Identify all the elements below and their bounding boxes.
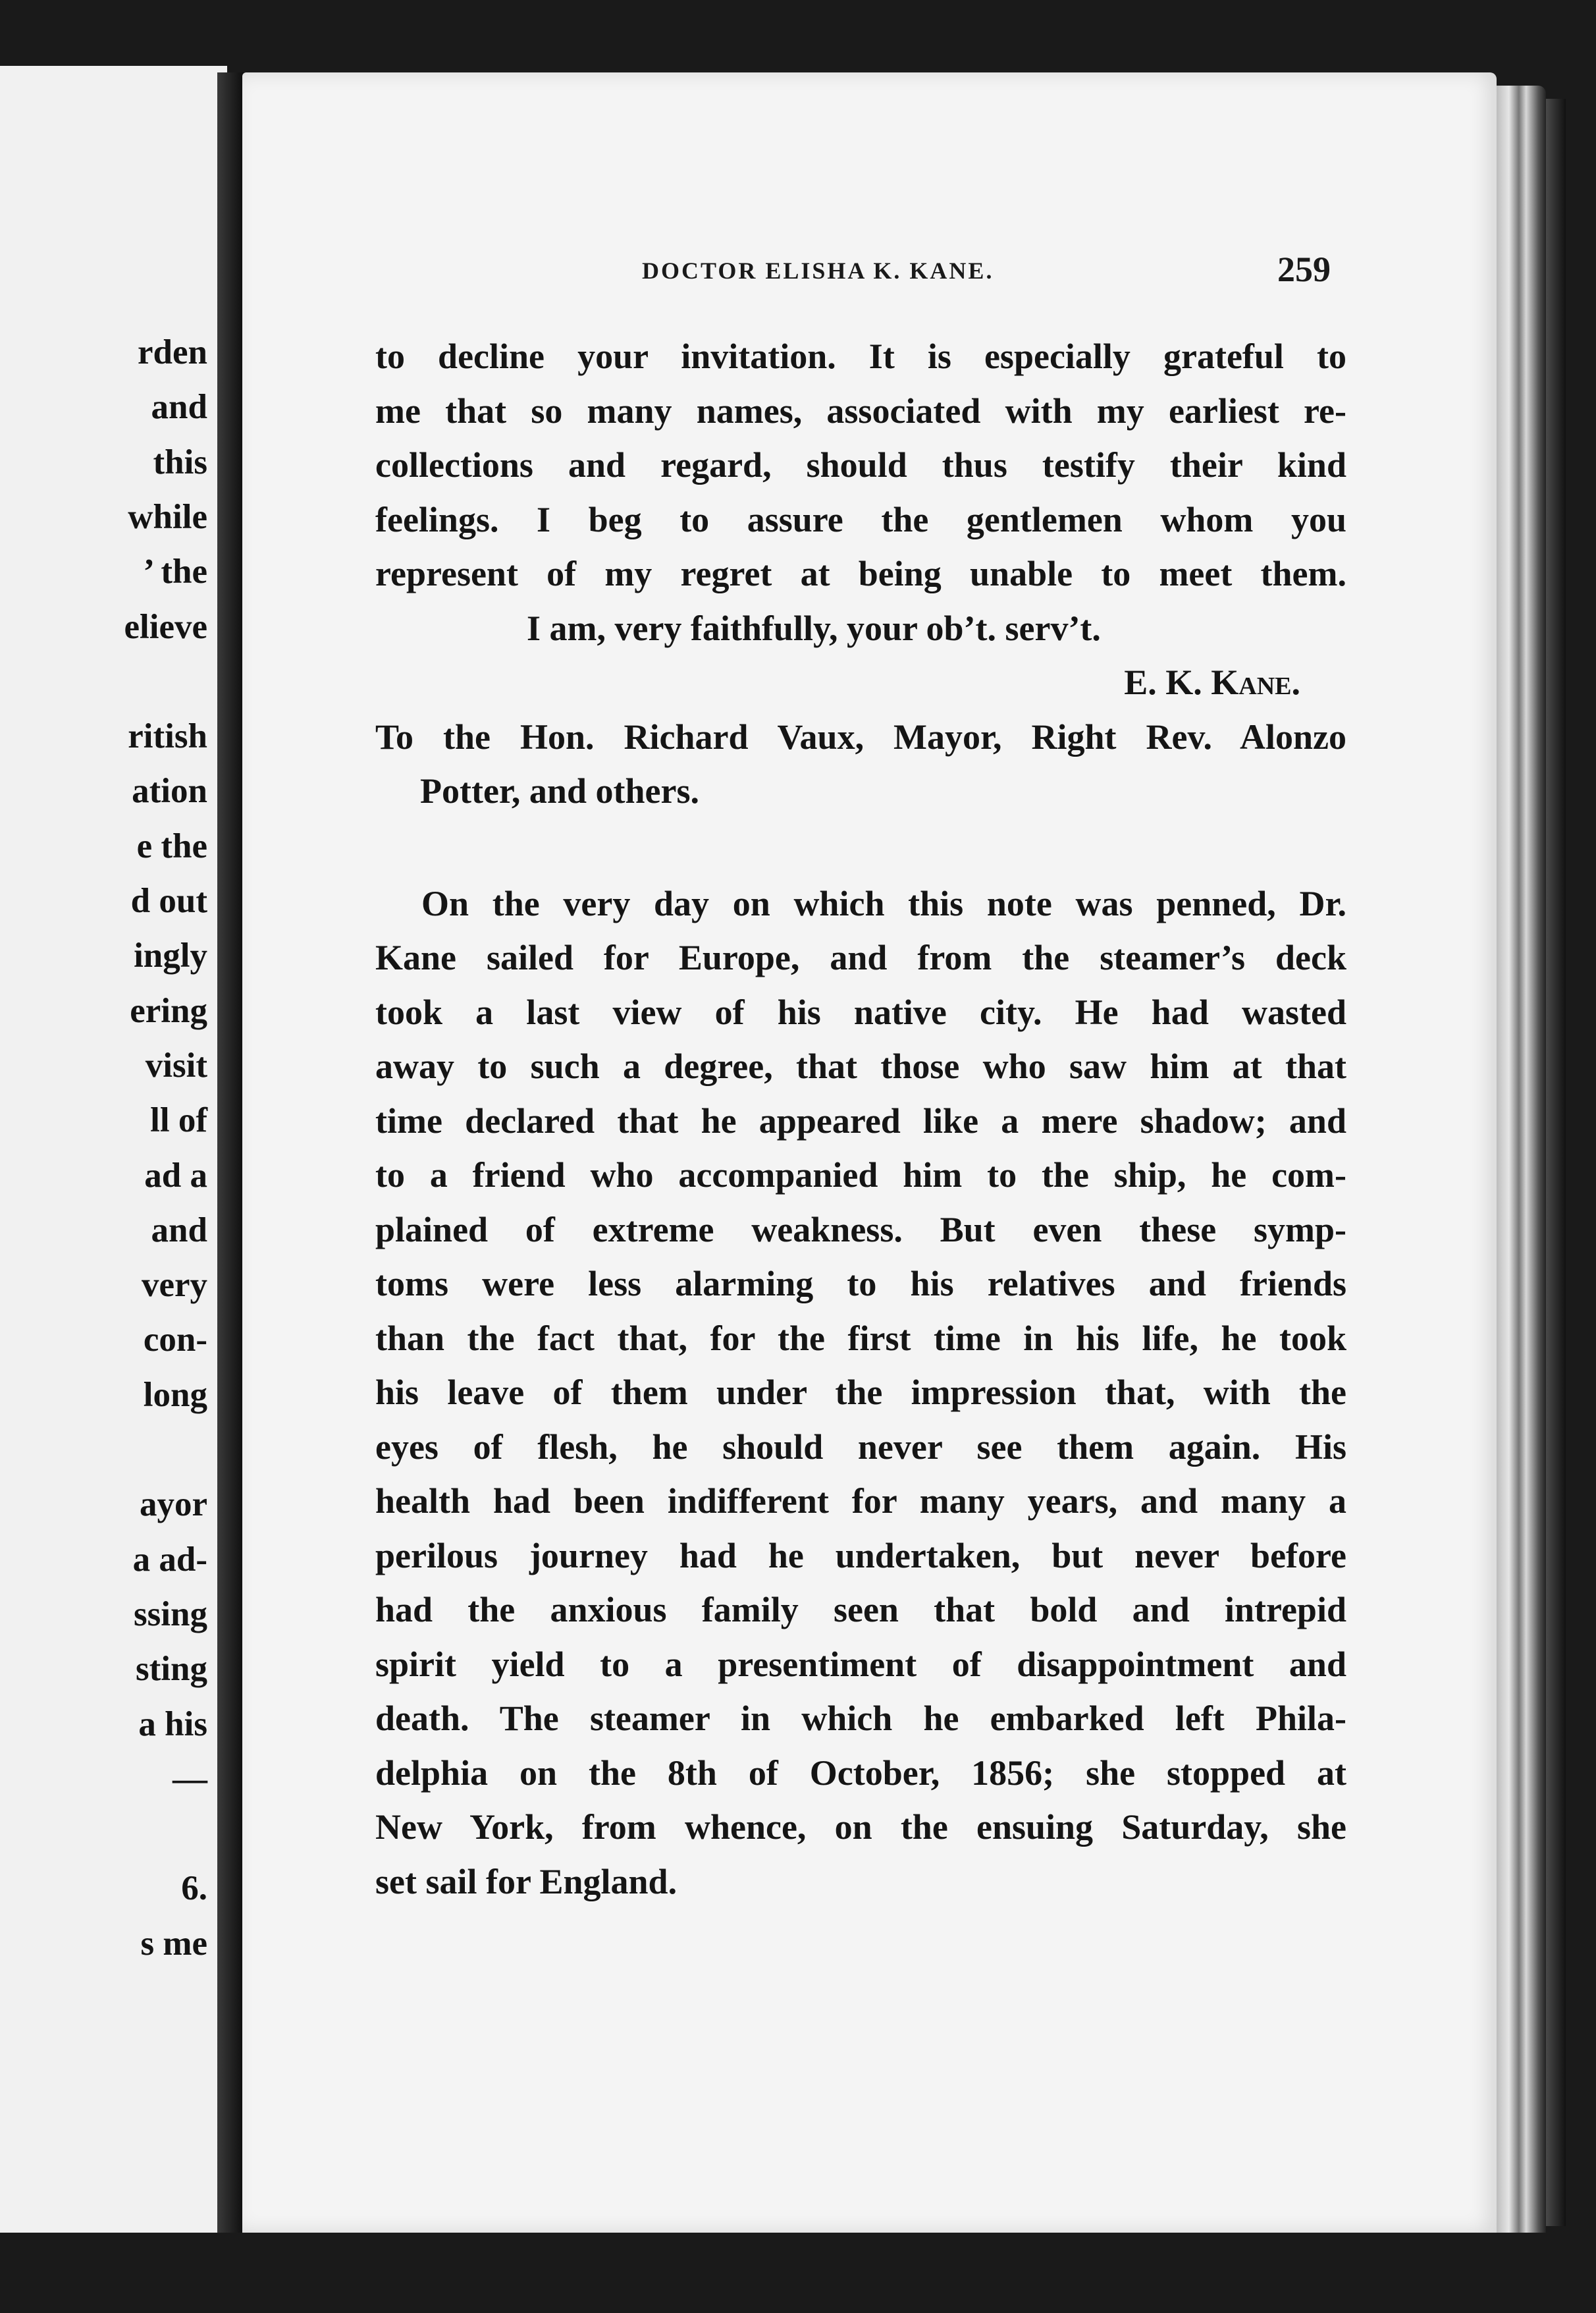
left-page-line-fragment: and	[151, 388, 207, 427]
left-page-line-fragment: elieve	[124, 607, 207, 646]
left-page-line-fragment: ayor	[139, 1485, 207, 1524]
left-page-line-fragment: while	[128, 497, 207, 536]
left-page-line-fragment: con-	[143, 1320, 207, 1359]
left-page-line-fragment: 6.	[181, 1869, 207, 1908]
narrative-line: plained of extreme weakness. But even these symp-	[375, 1209, 1346, 1249]
left-page-line-fragment: long	[143, 1375, 207, 1414]
left-page-line-fragment: ssing	[134, 1594, 207, 1633]
narrative-line: had the anxious family seen that bold and intrepid	[375, 1590, 1346, 1629]
narrative-line: eyes of flesh, he should never see them again. His	[375, 1427, 1346, 1467]
narrative-line: On the very day on which this note was penned, Dr.	[421, 883, 1346, 923]
narrative-line: time declared that he appeared like a mere shadow; and	[375, 1101, 1346, 1141]
left-page-line-fragment: ritish	[128, 717, 207, 756]
narrative-line: set sail for England.	[375, 1861, 678, 1901]
page-stack-edge	[1497, 86, 1546, 2233]
narrative-line: took a last view of his native city. He had wasted	[375, 992, 1346, 1032]
narrative-line: to a friend who accompanied him to the ship, he com-	[375, 1155, 1346, 1195]
left-page-line-fragment: and	[151, 1211, 207, 1249]
left-page-line-fragment: ation	[132, 772, 207, 811]
page-body	[375, 329, 1346, 1909]
left-page-line-fragment: a ad-	[132, 1540, 207, 1579]
letter-line: me that so many names, associated with my earliest re-	[375, 391, 1346, 431]
narrative-line: health had been indifferent for many years, and many a	[375, 1481, 1346, 1521]
narrative-paragraph	[375, 877, 1346, 1909]
narrative-line: death. The steamer in which he embarked left Phila-	[375, 1699, 1346, 1738]
left-page-line-fragment: d out	[130, 882, 207, 920]
running-head: DOCTOR ELISHA K. KANE.	[642, 258, 994, 284]
letter-addressee: To the Hon. Richard Vaux, Mayor, Right Rev. Alonzo	[375, 717, 1346, 757]
left-facing-page	[0, 66, 227, 2233]
letter-signature: E. K. Kane.	[1124, 663, 1300, 702]
left-page-line-fragment: visit	[145, 1046, 207, 1085]
letter-line: to decline your invitation. It is especially grateful to	[375, 337, 1346, 376]
narrative-line: delphia on the 8th of October, 1856; she stopped at	[375, 1753, 1346, 1793]
left-page-line-fragment: ll of	[150, 1101, 207, 1140]
left-page-line-fragment: e the	[136, 827, 207, 865]
paragraph-gap	[375, 819, 1346, 877]
left-page-line-fragment: sting	[136, 1650, 207, 1689]
letter-line: collections and regard, should thus testify their kind	[375, 445, 1346, 485]
left-page-line-fragment: very	[141, 1266, 207, 1305]
letter-line: represent of my regret at being unable to meet them.	[375, 554, 1346, 593]
narrative-line: away to such a degree, that those who saw him at that	[375, 1047, 1346, 1086]
left-page-line-fragment: ering	[130, 991, 207, 1030]
left-page-line-fragment: s me	[140, 1924, 207, 1963]
book-gutter	[217, 72, 244, 2233]
narrative-line: than the fact that, for the first time in his life, he took	[375, 1318, 1346, 1358]
left-page-line-fragment: rden	[138, 333, 207, 371]
left-page-line-fragment: a his	[138, 1704, 207, 1743]
left-page-line-fragment: ’ the	[143, 553, 207, 591]
letter-addressee-continued: Potter, and others.	[420, 771, 699, 811]
left-page-line-fragment: —	[173, 1759, 207, 1798]
letter-text	[375, 329, 1346, 819]
narrative-line: his leave of them under the impression that, with the	[375, 1373, 1346, 1412]
book-cover-edge	[1546, 99, 1566, 2226]
letter-closing: I am, very faithfully, your ob’t. serv’t.	[527, 608, 1101, 648]
narrative-line: toms were less alarming to his relatives and friends	[375, 1264, 1346, 1303]
narrative-line: perilous journey had he undertaken, but never before	[375, 1535, 1346, 1575]
narrative-line: spirit yield to a presentiment of disappointment and	[375, 1644, 1346, 1684]
left-page-line-fragment: ingly	[134, 937, 207, 975]
page-number: 259	[1277, 250, 1331, 289]
left-page-line-fragment: ad a	[144, 1156, 207, 1195]
letter-line: feelings. I beg to assure the gentlemen whom you	[375, 499, 1346, 539]
narrative-line: Kane sailed for Europe, and from the steamer’s deck	[375, 938, 1346, 977]
narrative-line: New York, from whence, on the ensuing Saturday, she	[375, 1807, 1346, 1847]
left-page-line-fragment: this	[153, 443, 207, 481]
